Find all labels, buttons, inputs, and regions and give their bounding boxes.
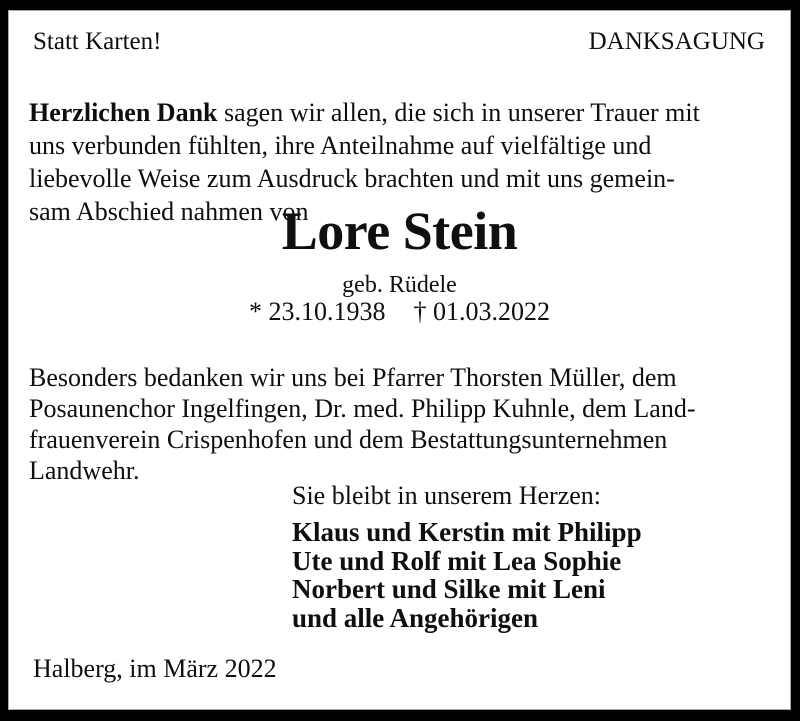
intro-bold-lead: Herzlichen Dank: [29, 98, 218, 127]
thanks-line-4: Landwehr.: [29, 456, 140, 485]
header-row: [33, 27, 765, 57]
danksagung-label: DANKSAGUNG: [588, 28, 765, 55]
mourners-block: [292, 518, 642, 632]
intro-line-3: liebevolle Weise zum Ausdruck brachten und mit uns gemein-: [29, 164, 675, 193]
mourner-line: Norbert und Silke mit Leni: [292, 574, 606, 604]
obituary-notice-page: [8, 10, 791, 710]
life-dates-row: [9, 297, 790, 327]
intro-line-4: sam Abschied nahmen von: [29, 197, 309, 226]
deceased-name: Lore Stein: [281, 201, 518, 261]
statt-karten-label: Statt Karten!: [33, 28, 162, 55]
intro-line-2: uns verbunden fühlten, ihre Anteilnahme auf vielfältige und: [29, 131, 652, 160]
thanks-line-1: Besonders bedanken wir uns bei Pfarrer Thorsten Müller, dem: [29, 363, 677, 392]
intro-line-1: [29, 96, 700, 129]
intro-line-1-rest: sagen wir allen, die sich in unserer Trauer mit: [217, 98, 700, 127]
thanks-line-2: Posaunenchor Ingelfingen, Dr. med. Philipp Kuhnle, dem Land-: [29, 394, 696, 423]
thanks-line-3: frauenverein Crispenhofen und dem Bestattungsunternehmen: [29, 425, 668, 454]
place-date: Halberg, im März 2022: [33, 654, 277, 683]
thanks-paragraph: [29, 362, 695, 486]
maiden-name: geb. Rüdele: [342, 272, 457, 298]
death-date: † 01.03.2022: [413, 297, 550, 326]
mourner-line: Ute und Rolf mit Lea Sophie: [292, 545, 622, 576]
birth-date: * 23.10.1938: [249, 297, 386, 326]
mourner-line: und alle Angehörigen: [292, 602, 539, 633]
remembrance-line: Sie bleibt in unserem Herzen:: [292, 481, 602, 510]
mourner-line: Klaus und Kerstin mit Philipp: [292, 517, 642, 547]
